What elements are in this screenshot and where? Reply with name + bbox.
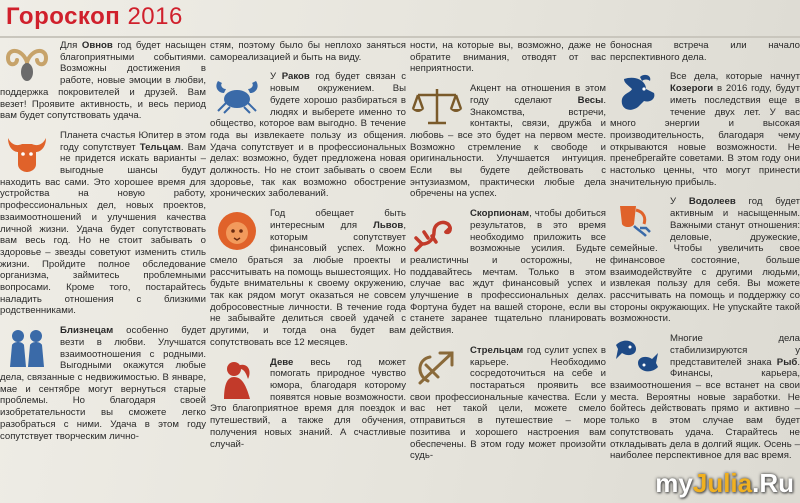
title-year: 2016 — [127, 3, 183, 30]
text: особенно будет везти в любви. Улучшатся взаимоотношения с родными. Выгодными окажутся любые дела, связанные с недвижимостью. В январе, мае и сентябре могут вернуться старые проблемы. Но благодаря своей изобретательности вы сможете легко разобраться с ними. Удача в этом году сопутствует творческим лично- — [0, 325, 206, 442]
sign-name: Скорпионам — [470, 208, 530, 220]
text: год будет активным и насыщенным. Важными станут отношения: деловые, дружеские, семейные. Чтобы увеличить свое финансовое состояние, больше взаимодействуйте с другими людьми, извлекая пользу для себя. Вы можете рассчитывать на помощь и поддержку со стороны окружающих. Не упускайте такой возможности. — [610, 196, 800, 325]
continued-text: ности, на которые вы, возможно, даже не обратите внимания, отводят от вас неприятности. — [410, 40, 606, 75]
sign-name: Раков — [281, 71, 310, 83]
text: Акцент на отношения в этом году сделают — [470, 83, 606, 106]
sign-name: Весы — [577, 94, 604, 106]
text: . Вам не придется искать варианты – выгодные шансы будут находить вас сами. Это хорошее время для устройства на новую работу, профессиональных дел, новых проектов, взаимоотношений и улучшения качества личной жизни. Удача будет сопутствовать вам весь год. Но не стоит забывать о здоровье – звезды советуют изменить стиль жизни. Пройдите полное обследование организма, займитесь проблемными вопросами. Кроме того, постарайтесь наладить отношения с близкими родственниками. — [0, 141, 206, 317]
taurus-icon — [0, 132, 54, 174]
sign-scorpio — [410, 208, 606, 337]
libra-icon — [410, 85, 464, 127]
text: в 2016 году, будут иметь последствия еще в течение двух лет. У вас много энергии и высокая производительность, благодаря чему открываются новые возможности. Не пренебрегайте советами. В этом году они настолько ценны, что могут принести значительную прибыль. — [610, 83, 800, 188]
title-text: Гороскоп — [6, 3, 121, 30]
divider — [0, 36, 800, 38]
pisces-icon — [610, 335, 664, 377]
text: год сулит успех в карьере. Необходимо сосредоточиться на себе и постараться проявить все свои профессиональные качества. Если у вас нет такой цели, можете смело отправиться в путешествие – море позитива и хорошего настроения вам обеспечены. В этом году может произойти судь- — [410, 344, 606, 462]
sagittarius-icon — [410, 347, 464, 389]
watermark-logo — [655, 468, 794, 499]
sign-name: Стрельцам — [470, 344, 524, 356]
aries-icon — [0, 42, 54, 84]
watermark-part: Julia — [692, 468, 753, 498]
page-title — [6, 3, 183, 31]
text: У — [270, 71, 282, 83]
sign-leo — [210, 208, 406, 348]
sign-aries — [0, 40, 206, 122]
sign-libra — [410, 83, 606, 200]
sign-name: Львов — [373, 219, 404, 231]
text: Планета счастья Юпитер в этом году сопутствует — [60, 129, 206, 153]
text: год будет насыщен благоприятными событиями. Возможны достижения в работе, новые эмоции в любви, поддержка покровителей и друзей. Вам везет! Проявите активность, и весь период вам будет сопутствовать удача. — [0, 40, 206, 122]
text: год будет связан с новым окружением. Вы будете хорошо разбираться в людях и выберете именно то общество, которое вам выгодно. В течение года вы извлекаете пользу из общения. Удача сопутствует и в профессиональных делах: возможно, будет предложена новая должность. Но не стоит забывать о своем здоровье, так как возможно обострение хронических заболеваний. — [210, 71, 406, 200]
sign-cancer — [210, 71, 406, 200]
gemini-icon — [0, 327, 54, 369]
watermark-part: .Ru — [752, 468, 794, 498]
cancer-icon — [210, 73, 264, 115]
aquarius-icon — [610, 198, 664, 240]
text: , чтобы добиться результатов, в это время необходимо приложить все возможные усилия. Будьте реалистичны и осторожны, не поддавайтесь мечтам. Только в этом случае вас ждут финансовый успех и улучшение в профессиональных делах. Фортуна будет на вашей стороне, если вы станете заранее тщательно планировать действия. — [410, 208, 606, 337]
sign-virgo — [210, 357, 406, 451]
text: . Знакомства, встречи, контакты, связи, дружба и любовь – все это будет на первом месте. Возможно стремление к свободе и оригинальности. Улучшается интуиция. Если вы будете действовать с энтузиазмом, практически любые дела обречены на успех. — [410, 94, 606, 200]
text: весь год может помогать природное чувство юмора, благодаря которому появятся новые возможности. Это благоприятное время для поездок и путешествий, а также для обучения, получения новых знаний. А счастливые случай- — [210, 356, 406, 450]
leo-icon — [210, 210, 264, 252]
title-bar — [0, 0, 800, 38]
sign-capricorn — [610, 71, 800, 188]
sign-name: Деве — [270, 356, 294, 368]
continued-text: боносная встреча или начало перспективного дела. — [610, 40, 800, 63]
sign-name: Близнецам — [60, 325, 114, 337]
sign-name: Рыб — [776, 356, 798, 368]
sign-sagittarius — [410, 345, 606, 462]
column-2 — [210, 40, 406, 503]
sign-aquarius — [610, 196, 800, 325]
sign-name: Козероги — [670, 83, 714, 95]
sign-name: Овнов — [81, 40, 113, 51]
text: Год обещает быть интересным для — [270, 208, 406, 231]
text: Все дела, которые начнут — [670, 71, 800, 83]
capricorn-icon — [610, 73, 664, 115]
column-3 — [410, 40, 606, 503]
text: Многие дела стабилизируются у представителей знака — [670, 333, 800, 368]
scorpio-icon — [410, 210, 464, 252]
watermark-part: my — [655, 468, 693, 498]
continued-text: стям, поэтому было бы неплохо заняться самореализацией и быть на виду. — [210, 40, 406, 63]
text: . Финансы, карьера, взаимоотношения – все встанет на свои места. Вероятны новые заработки. Не бойтесь действовать прямо и активно – только в этом случае вам будет сопутствовать удача. Старайтесь не откладывать дела в долгий ящик. Осень – наиболее перспективное для вас время. — [610, 356, 800, 462]
text: , которым сопутствует финансовый успех. Можно смело браться за любые проекты и рассчитывать на помощь вышестоящих. Но будьте внимательны к своему окружению, так как рядом могут оказаться не совсем добросовестные личности. В течение года не забывайте делиться своей удачей с другими, и тогда она будет вам сопутствовать все 12 месяцев. — [210, 219, 406, 348]
virgo-icon — [210, 359, 264, 401]
sign-pisces — [610, 333, 800, 462]
sign-taurus — [0, 130, 206, 317]
sign-name: Водолеев — [688, 196, 736, 208]
text: У — [670, 196, 689, 208]
sign-name: Тельцам — [139, 141, 181, 153]
column-1 — [0, 40, 206, 503]
column-4 — [610, 40, 800, 503]
sign-gemini — [0, 325, 206, 442]
text: Для — [60, 40, 82, 51]
